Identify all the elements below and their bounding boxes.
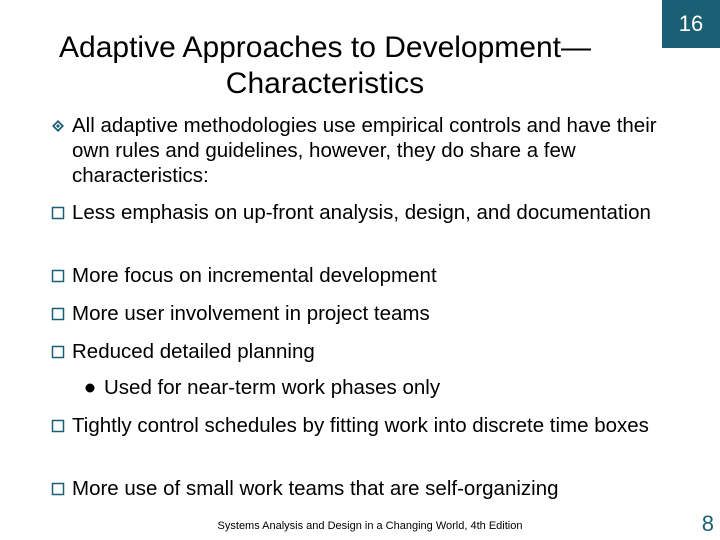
slide-title xyxy=(40,30,610,102)
bullet-text: More user involvement in project teams xyxy=(72,302,430,325)
sub-bullet-text: Used for near-term work phases only xyxy=(104,376,441,399)
open-square-icon xyxy=(50,301,66,326)
slide-number-badge: 16 xyxy=(662,0,720,48)
open-square-icon xyxy=(50,263,66,288)
filled-circle-icon xyxy=(84,375,96,400)
diamond-checker-icon xyxy=(50,113,66,138)
open-square-icon xyxy=(50,339,66,364)
footer-text: Systems Analysis and Design in a Changing World, 4th Edition xyxy=(217,520,523,532)
page-number: 8 xyxy=(701,511,714,536)
bullet-text: Tightly control schedules by fitting work into discrete time boxes xyxy=(72,414,649,437)
open-square-icon xyxy=(50,476,66,501)
bullet-text: Less emphasis on up-front analysis, design, and documentation xyxy=(72,201,651,224)
slide-title-line-2: Characteristics xyxy=(225,67,425,100)
bullet-text: More use of small work teams that are self-organizing xyxy=(72,477,559,500)
bullet-text: More focus on incremental development xyxy=(72,264,437,287)
bullet-text: All adaptive methodologies use empirical controls and have their own rules and guidelines, however, they do share a few characteristics: xyxy=(72,114,657,187)
slide-title-line-1: Adaptive Approaches to Development— xyxy=(59,31,591,64)
bullet-text: Reduced detailed planning xyxy=(72,340,315,363)
open-square-icon xyxy=(50,200,66,225)
open-square-icon xyxy=(50,413,66,438)
